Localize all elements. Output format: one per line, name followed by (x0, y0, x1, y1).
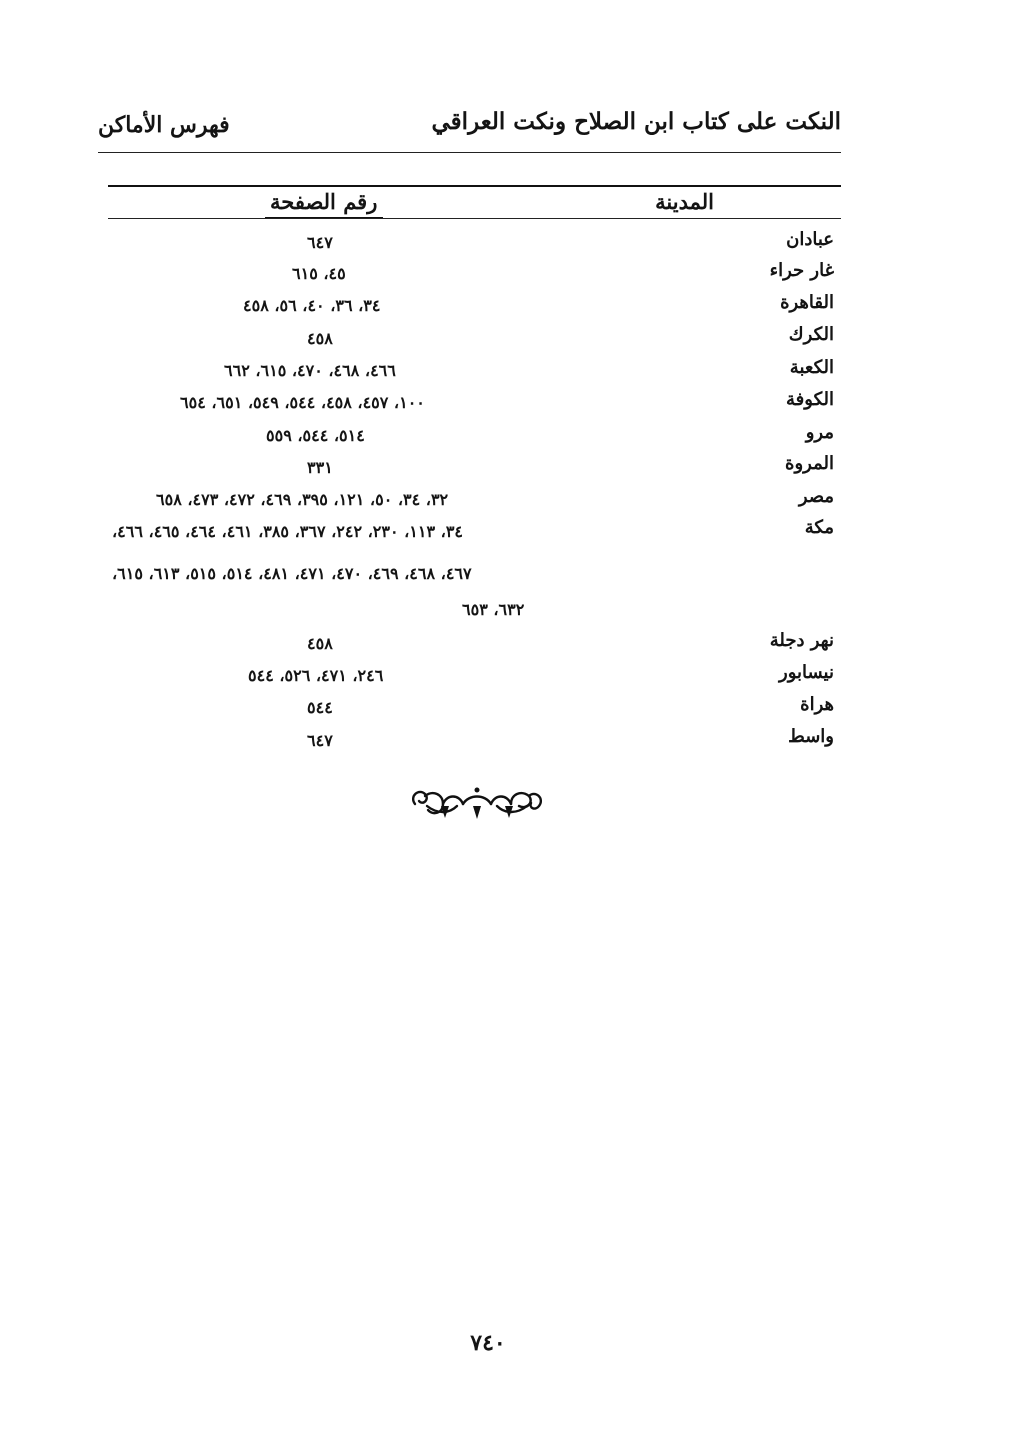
page-numbers: ٤٦٦، ٤٦٨، ٤٧٠، ٦١٥، ٦٦٢ (224, 361, 396, 380)
city-name: نهر دجلة (769, 630, 834, 651)
city-name: واسط (788, 726, 834, 747)
page-numbers: ٣٢، ٣٤، ٥٠، ١٢١، ٣٩٥، ٤٦٩، ٤٧٢، ٤٧٣، ٦٥٨ (156, 490, 449, 509)
page-numbers: ٤٥٨ (307, 329, 333, 348)
city-name: الكعبة (789, 357, 834, 378)
city-name: نيسابور (779, 662, 834, 683)
table-header-rule (108, 218, 841, 219)
city-name: هراة (800, 694, 834, 715)
city-name: غار حراء (769, 260, 834, 281)
header-rule (98, 152, 841, 153)
page-numbers: ٦٣٢، ٦٥٣ (462, 600, 525, 619)
city-name: الكوفة (786, 389, 834, 410)
page-numbers: ٥١٤، ٥٤٤، ٥٥٩ (266, 426, 365, 445)
page-numbers: ١٠٠، ٤٥٧، ٤٥٨، ٥٤٤، ٥٤٩، ٦٥١، ٦٥٤ (180, 393, 425, 412)
page-numbers: ٣٤، ١١٣، ٢٣٠، ٢٤٢، ٣٦٧، ٣٨٥، ٤٦١، ٤٦٤، ٤٦٥، ٤٦٦، (112, 522, 463, 541)
page-numbers: ٤٥٨ (307, 634, 333, 653)
page-numbers: ٣٤، ٣٦، ٤٠، ٥٦، ٤٥٨ (243, 296, 381, 315)
page-numbers: ٥٤٤ (307, 698, 333, 717)
city-name: القاهرة (780, 292, 834, 313)
running-header (98, 108, 841, 152)
table-top-rule (108, 185, 841, 187)
column-header-pages: رقم الصفحة (270, 189, 378, 214)
page-numbers: ٣٣١ (307, 458, 333, 477)
city-name: عبادان (786, 229, 834, 250)
city-name: مكة (804, 517, 834, 538)
city-name: مرو (805, 422, 834, 443)
page-number (0, 1330, 1024, 1356)
page-numbers: ٦٤٧ (307, 233, 333, 252)
page-numbers: ٢٤٦، ٤٧١، ٥٢٦، ٥٤٤ (248, 666, 384, 685)
page-numbers: ٦٤٧ (307, 731, 333, 750)
index-title: فهرس الأماكن (98, 112, 230, 138)
column-header-city: المدينة (655, 189, 714, 214)
page-numbers: ٤٦٧، ٤٦٨، ٤٦٩، ٤٧٠، ٤٧١، ٤٨١، ٥١٤، ٥١٥، ٦١٣، ٦١٥، (112, 564, 472, 583)
city-name: مصر (798, 486, 834, 507)
city-name: الكرك (788, 324, 834, 345)
city-name: المروة (785, 453, 834, 474)
page-numbers: ٤٥، ٦١٥ (292, 264, 346, 283)
decorative-vine-ornament (405, 782, 550, 822)
book-title: النكت على كتاب ابن الصلاح ونكت العراقي (431, 108, 841, 135)
folio-text: ٧٤٠ (470, 1330, 506, 1356)
